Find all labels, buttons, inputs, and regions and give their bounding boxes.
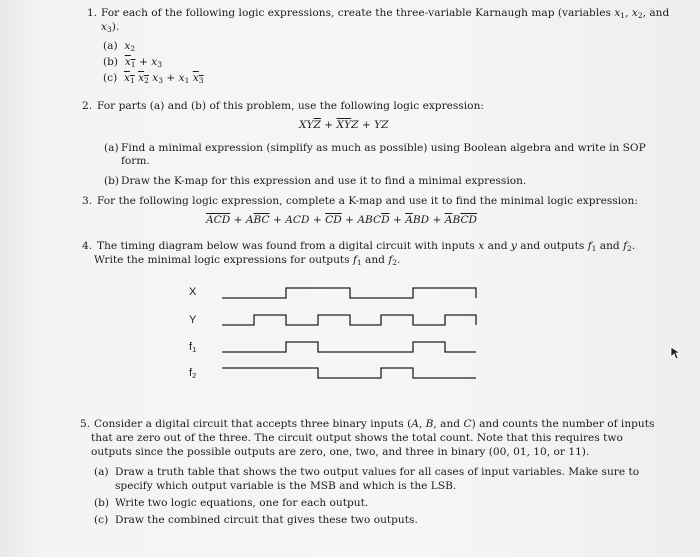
q5c-text: Draw the combined circuit that gives these two outputs. <box>115 514 418 526</box>
q2b-label: (b) <box>104 175 120 187</box>
q2a-text-line2: form. <box>121 155 150 167</box>
signal-label-f1: $f_1$ <box>189 341 197 354</box>
q5b-label: (b) <box>94 497 110 509</box>
q2-number: 2. <box>82 100 93 112</box>
q1-intro: For each of the following logic expressions, create the three-variable Karnaugh map (variables <box>101 7 611 19</box>
q5c-label: (c) <box>94 514 109 526</box>
q3-number: 3. <box>82 195 93 207</box>
q1c-label: (c) <box>103 72 118 84</box>
waveform-f1 <box>222 342 476 352</box>
q5-text-line1: Consider a digital circuit that accepts three binary inputs (A, B, and C) and counts the number of inputs <box>94 418 655 430</box>
q5a-label: (a) <box>94 466 109 478</box>
q1a-label: (a) <box>103 40 118 52</box>
q1b-label: (b) <box>103 56 119 68</box>
waveform-y <box>222 315 476 325</box>
q3-intro: For the following logic expression, complete a K-map and use it to find the minimal logic expression: <box>97 195 638 207</box>
signal-label-y: Y <box>189 314 197 326</box>
signal-label-x: X <box>189 286 197 298</box>
q2a-text-line1: Find a minimal expression (simplify as much as possible) using Boolean algebra and write in SOP <box>121 142 646 154</box>
q4-line1-and2: and <box>599 240 620 252</box>
q1c: (c) $x_1$ $x_2$ $x_3 + x_1$ $x_3$ <box>103 72 204 85</box>
q5b-text: Write two logic equations, one for each output. <box>115 497 369 509</box>
q5a-text-line2: specify which output variable is the MSB and which is the LSB. <box>115 480 457 492</box>
q4-line1-outputs: and outputs <box>520 240 585 252</box>
q2-intro: For parts (a) and (b) of this problem, use the following logic expression: <box>97 100 484 112</box>
q4-text-line1: The timing diagram below was found from a digital circuit with inputs x and y and outputs $f_1$ and $f_2$. <box>97 240 636 253</box>
q4-text-line2: Write the minimal logic expressions for outputs $f_1$ and $f_2$. <box>94 254 401 267</box>
q1a: (a) $x_2$ <box>103 40 136 53</box>
q3-expression: $\overline{ACD} + A\overline{BC}$ + ACD + $\overline{CD} + ABC\overline{D} + \overline{A}BD + \overline{A}B\overline{CD}$ <box>206 214 478 226</box>
q4-line2-a: Write the minimal logic expressions for outputs <box>94 254 350 266</box>
q5a-text-line1: Draw a truth table that shows the two output values for all cases of input variables. Make sure to <box>115 466 640 478</box>
q1-text-line1: For each of the following logic expressions, create the three-variable Karnaugh map (variables $x_1$, $x_2$, and <box>101 7 670 20</box>
waveform-f2 <box>222 368 476 378</box>
q5-number: 5. <box>80 418 91 430</box>
waveform-x <box>222 288 476 298</box>
q1-number: 1. <box>87 7 98 19</box>
signal-label-f2: $f_2$ <box>189 367 197 380</box>
q4-line2-and: and <box>365 254 385 266</box>
q4-line1-and: and <box>487 240 508 252</box>
q4-line1-a: The timing diagram below was found from a digital circuit with inputs <box>97 240 475 252</box>
q1-text-line2: $x_3$). <box>101 21 120 34</box>
cursor-arrow-icon <box>670 346 682 360</box>
q2-expression: $XY\overline{Z} + \overline{X}\overline{Y}Z$ + YZ <box>299 119 389 131</box>
q2b-text: Draw the K-map for this expression and use it to find a minimal expression. <box>121 175 527 187</box>
q2a-label: (a) <box>104 142 119 154</box>
q1b: (b) $x_1 + x_3$ <box>103 56 162 69</box>
q5-text-line2: that are zero out of the three. The circuit output shows the total count. Note that this requires two <box>91 432 623 444</box>
q1-and: and <box>649 7 670 19</box>
q4-number: 4. <box>82 240 93 252</box>
q5-text-line3: outputs since the possible outputs are zero, one, two, and three in binary (00, 01, 10, or 11). <box>91 446 590 458</box>
